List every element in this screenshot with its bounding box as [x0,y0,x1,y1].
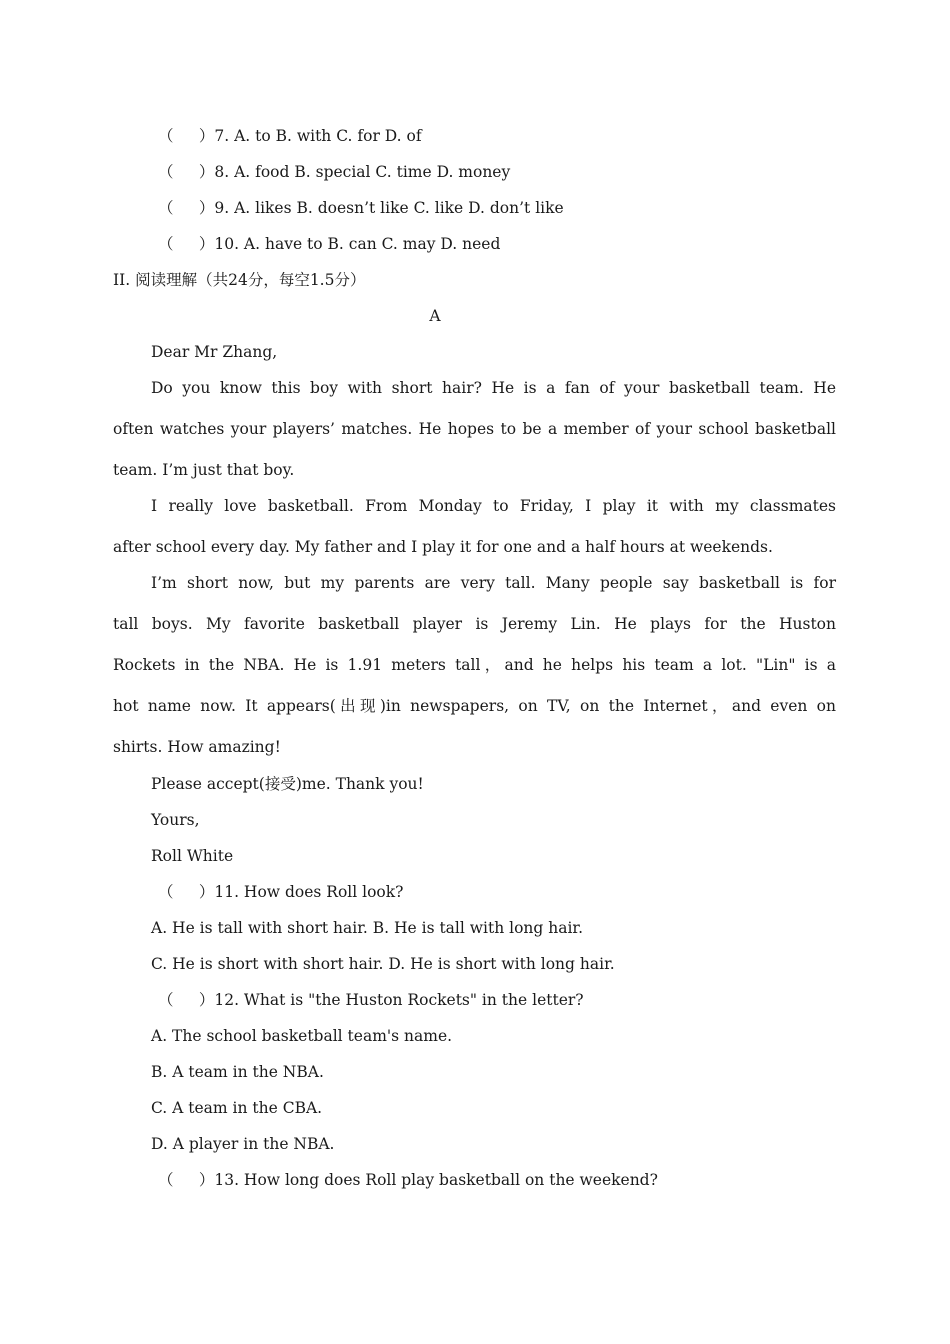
paragraph-1-line-2: often watches your players’ matches. He hopes to be a member of your school basketball [113,420,836,438]
cloze-question-7: （ ）7. A. to B. with C. for D. of [158,127,422,145]
paragraph-3-line-2: tall boys. My favorite basketball player is Jeremy Lin. He plays for the Huston [113,615,836,633]
paragraph-3-line-1: I’m short now, but my parents are very tall. Many people say basketball is for [151,574,836,592]
closing-request: Please accept(接受)me. Thank you! [151,775,424,793]
cloze-question-9: （ ）9. A. likes B. doesn’t like C. like D. don’t like [158,199,564,217]
question-12-option-d: D. A player in the NBA. [151,1135,335,1153]
paragraph-2-line-1: I really love basketball. From Monday to Friday, I play it with my classmates [151,497,836,515]
paragraph-1-line-1: Do you know this boy with short hair? He is a fan of your basketball team. He [151,379,836,397]
cloze-question-10: （ ）10. A. have to B. can C. may D. need [158,235,501,253]
question-12-option-b: B. A team in the NBA. [151,1063,324,1081]
cloze-question-8: （ ）8. A. food B. special C. time D. money [158,163,511,181]
question-13-stem: （ ）13. How long does Roll play basketball on the weekend? [158,1171,658,1189]
question-12-stem: （ ）12. What is "the Huston Rockets" in the letter? [158,991,584,1009]
section-heading: II. 阅读理解（共24分，每空1.5分） [113,271,366,289]
signature: Roll White [151,847,234,865]
closing: Yours, [151,811,200,829]
paragraph-1-line-3: team. I’m just that boy. [113,461,295,479]
question-11-options-ab: A. He is tall with short hair. B. He is tall with long hair. [151,919,584,937]
question-11-stem: （ ）11. How does Roll look? [158,883,404,901]
paragraph-3-line-5: shirts. How amazing! [113,738,281,756]
passage-label: A [429,307,441,325]
paragraph-3-line-3: Rockets in the NBA. He is 1.91 meters tall，and he helps his team a lot. "Lin" is a [113,656,836,674]
paragraph-2-line-2: after school every day. My father and I play it for one and a half hours at weekends. [113,538,773,556]
salutation: Dear Mr Zhang, [151,343,278,361]
paragraph-3-line-4: hot name now. It appears(出现)in newspapers, on TV, on the Internet，and even on [113,697,836,715]
question-12-option-a: A. The school basketball team's name. [151,1027,453,1045]
question-12-option-c: C. A team in the CBA. [151,1099,323,1117]
question-11-options-cd: C. He is short with short hair. D. He is short with long hair. [151,955,615,973]
